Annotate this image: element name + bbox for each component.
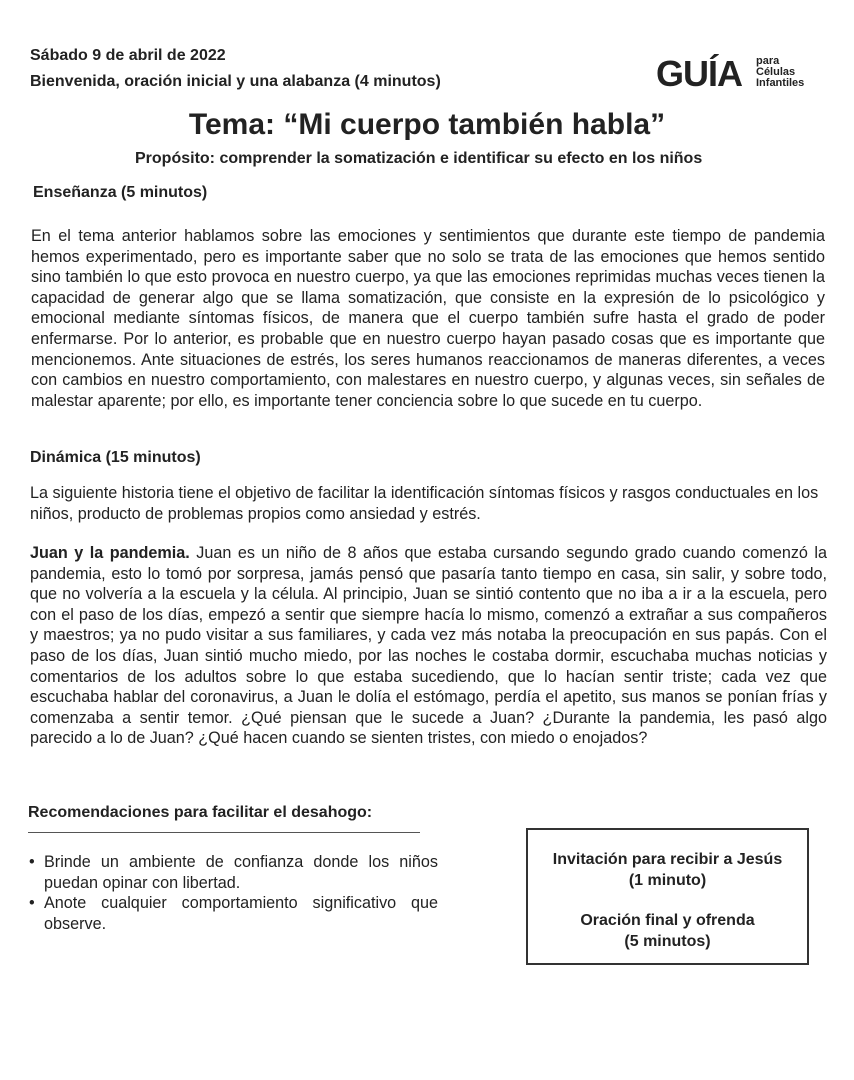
recommendations-divider <box>28 832 420 833</box>
logo-main-text: GUÍA <box>656 53 742 94</box>
logo-line-1: para <box>756 55 780 67</box>
dinamica-intro-paragraph: La siguiente historia tiene el objetivo de facilitar la identificación síntomas físicos y rasgos conductuales en los niños, producto de problemas propios como ansiedad y estrés. <box>30 484 819 523</box>
closing-prayer-duration: (5 minutos) <box>624 932 711 950</box>
recommendations-list <box>28 852 438 934</box>
logo-subtext <box>756 56 804 89</box>
closing-prayer-label: Oración final y ofrenda <box>580 912 755 929</box>
list-item: • Anote cualquier comportamiento significativo que observe. <box>29 894 438 933</box>
list-item: • Brinde un ambiente de confianza donde los niños puedan opinar con libertad. <box>29 853 438 892</box>
dinamica-heading: Dinámica (15 minutos) <box>30 449 201 466</box>
recommendations-heading: Recomendaciones para facilitar el desahogo: <box>28 804 373 821</box>
ensenanza-paragraph: En el tema anterior hablamos sobre las emociones y sentimientos que durante este tiempo de pandemia hemos experimentado, pero es importante saber que no solo se trata de las emociones que hemos sentido sino también lo que esto provoca en nuestro cuerpo, ya que las emociones reprimidas muchas veces tienen la capacidad de generar algo que se llama somatización, que consiste en la expresión de lo psicológico y emocional mediante síntomas físicos, de manera que el cuerpo también sufre hasta el grado de poder enfermarse. Por lo anterior, es probable que en nuestro cuerpo hayan pasado cosas que es importante que mencionemos. Ante situaciones de estrés, los seres humanos reaccionamos de maneras diferentes, a veces con cambios en nuestro comportamiento, con malestares en nuestro cuerpo, y algunas veces, sin señales de malestar aparente; por ello, es importante tener conciencia sobre lo que sucede en tu cuerpo. <box>31 227 825 410</box>
purpose-line: Propósito: comprender la somatización e identificar su efecto en los niños <box>135 150 703 167</box>
logo-line-2: Células <box>756 66 796 78</box>
bullet-icon: • <box>29 894 35 913</box>
guia-logo <box>656 52 831 96</box>
welcome-line: Bienvenida, oración inicial y una alabanza (4 minutos) <box>30 73 441 90</box>
ensenanza-heading: Enseñanza (5 minutos) <box>33 184 208 201</box>
invitation-label: Invitación para recibir a Jesús <box>552 851 783 868</box>
logo-line-3: Infantiles <box>756 77 805 89</box>
bullet-icon: • <box>29 853 35 871</box>
story-paragraph <box>30 543 827 749</box>
story-title: Juan y la pandemia. <box>30 544 190 562</box>
closing-box <box>526 828 809 965</box>
session-date: Sábado 9 de abril de 2022 <box>30 47 226 64</box>
story-text: Juan es un niño de 8 años que estaba cursando segundo grado cuando comenzó la pandemia, esto lo tomó por sorpresa, jamás pensó que pasaría tanto tiempo en casa, sin salir, y sobre todo, que no volvería a la escuela y la célula. Al principio, Juan se sintió contento que no iba a ir a la escuela, pero con el paso de los días, empezó a sentir que siempre hacía lo mismo, comenzó a extrañar a sus compañeros y maestros; ya no pudo visitar a sus familiares, y cada vez más notaba la preocupación en sus papás. Con el paso de los días, Juan sintió mucho miedo, por las noches le costaba dormir, escuchaba muchas noticias y comentarios de los adultos sobre lo que estaba sucediendo, que lo hacían sentir triste; cada vez que escuchaba hablar del coronavirus, a Juan le dolía el estómago, perdía el apetito, sus manos se ponían frías y comenzaba a sentir temor. ¿Qué piensan que le sucede a Juan? ¿Durante la pandemia, les pasó algo parecido a lo de Juan? ¿Qué hacen cuando se sienten tristes, con miedo o enojados? <box>30 544 828 748</box>
page-title: Tema: “Mi cuerpo también habla” <box>188 108 666 141</box>
invitation-duration: (1 minuto) <box>628 871 707 889</box>
